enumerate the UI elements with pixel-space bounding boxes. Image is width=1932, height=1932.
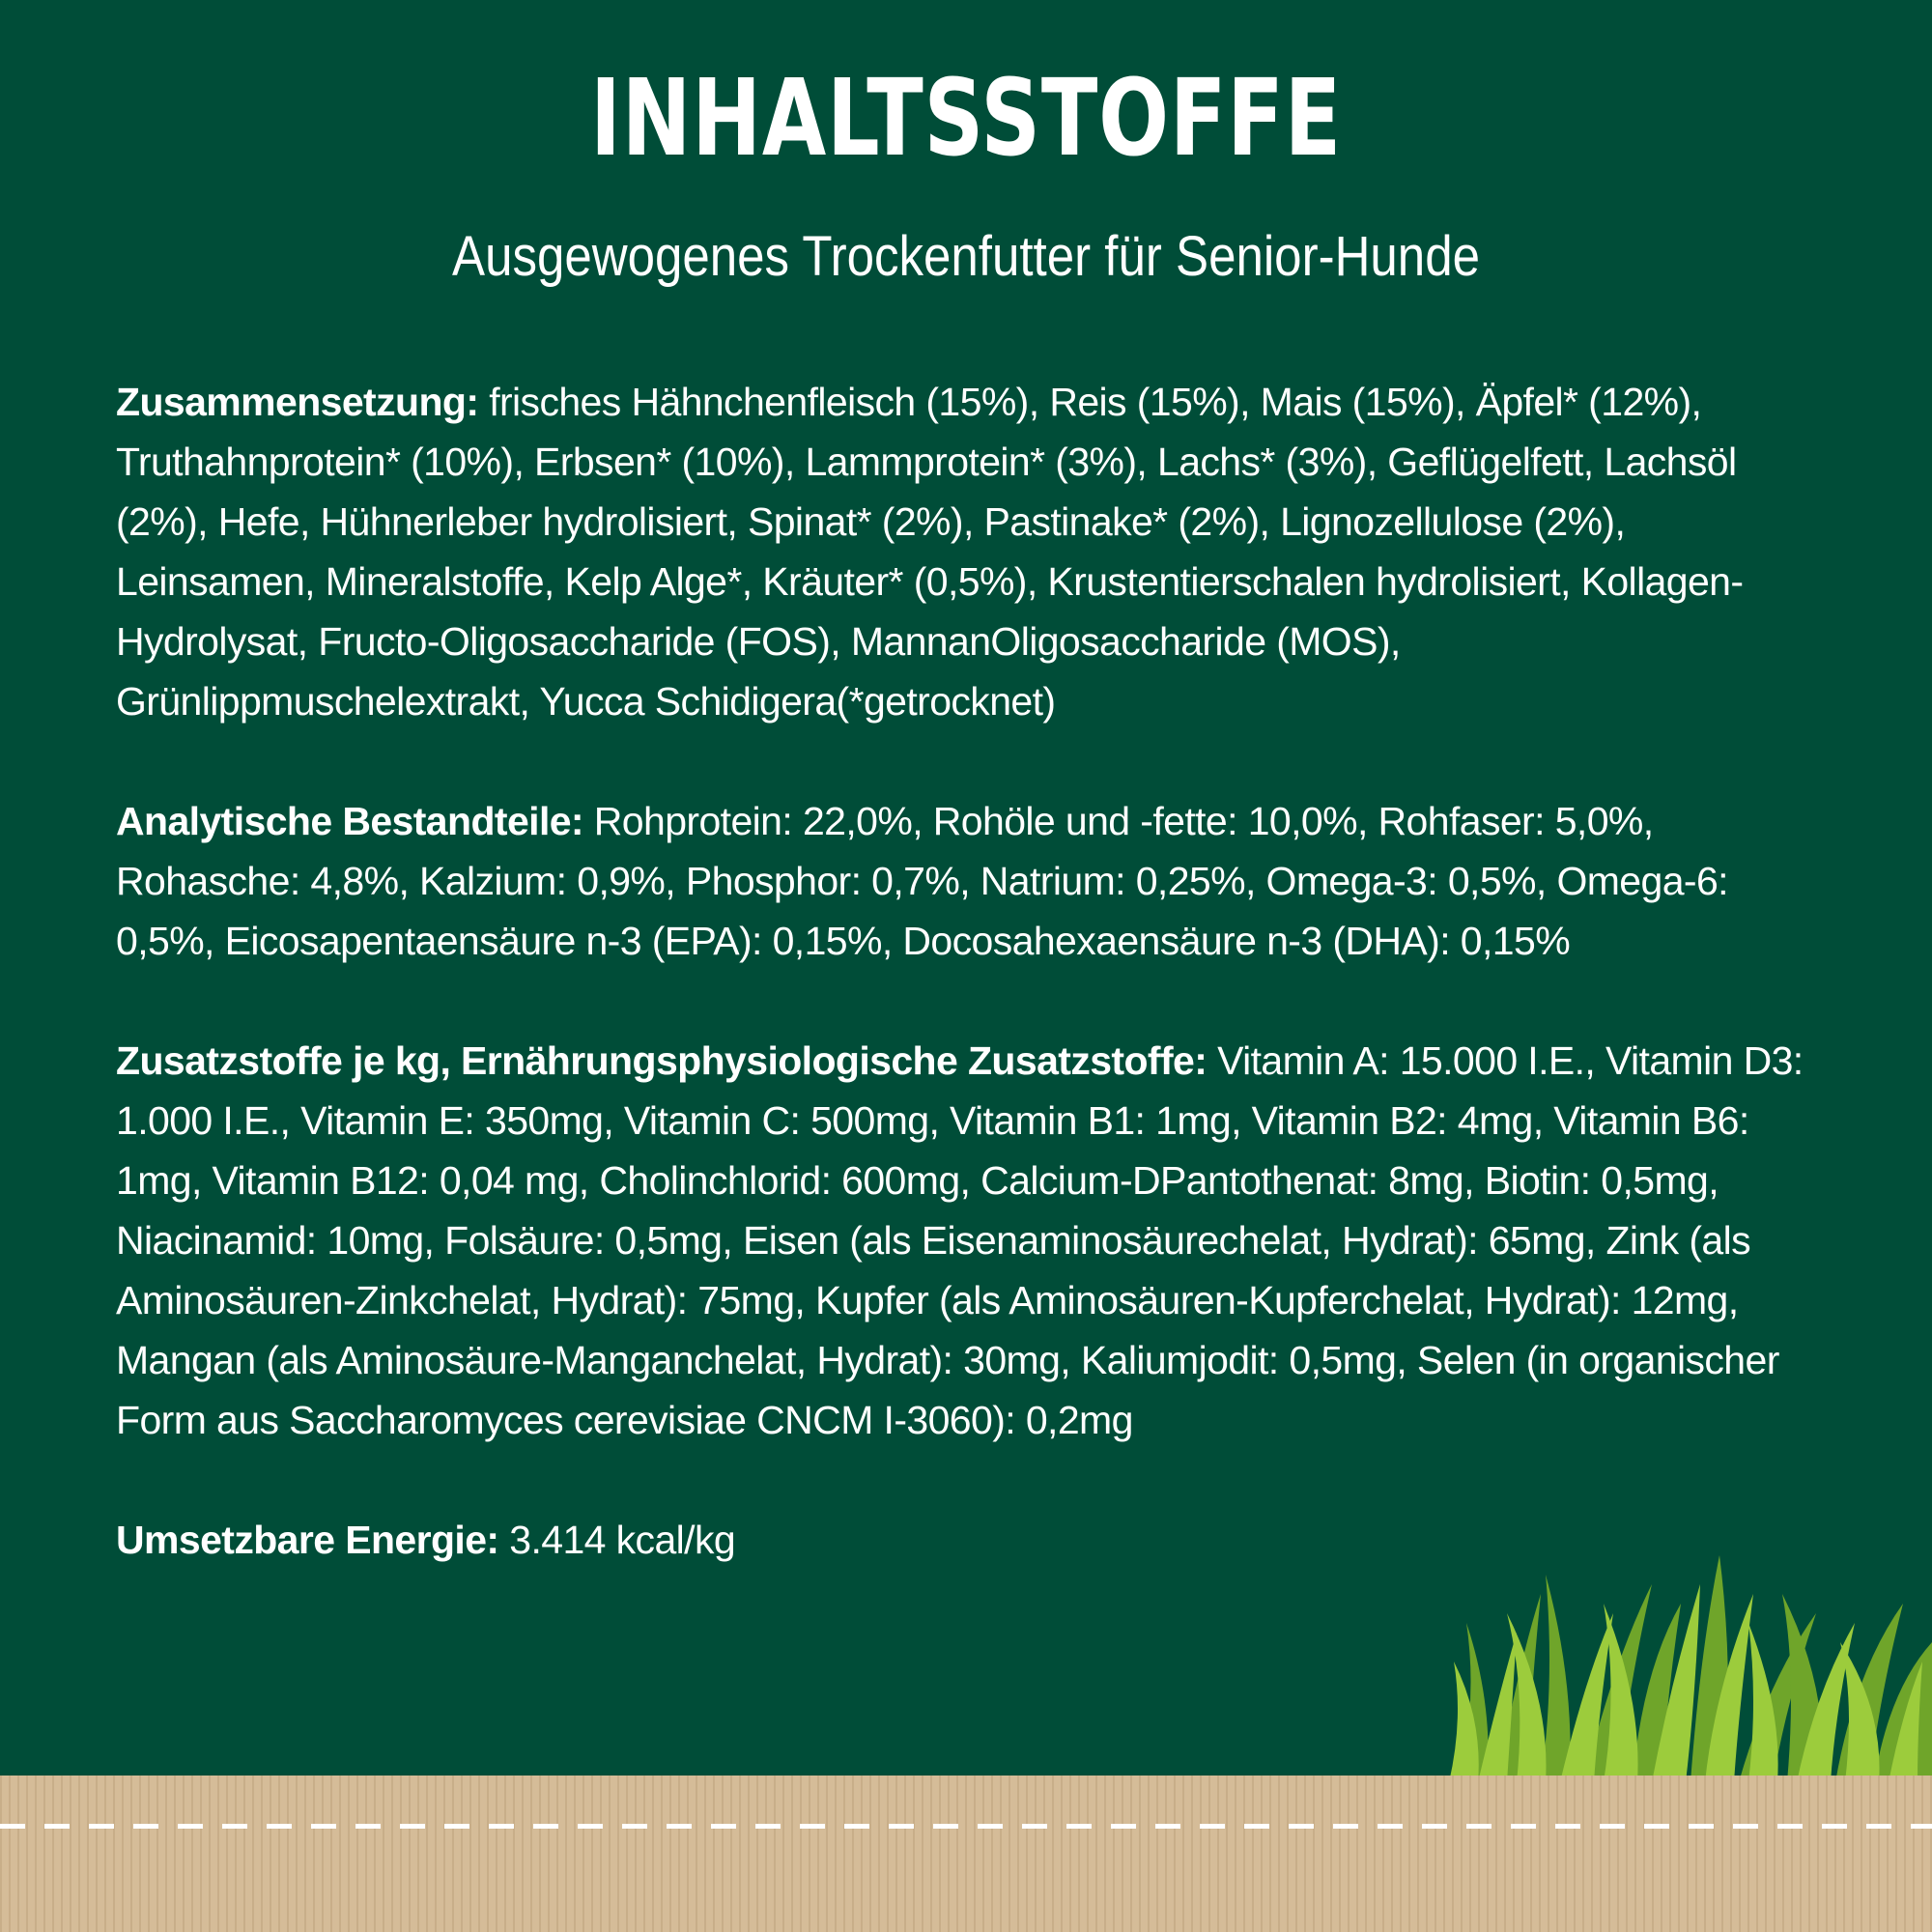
- energy-label: Umsetzbare Energie:: [116, 1518, 499, 1562]
- ingredients-content: [116, 372, 1816, 1630]
- analytical-label: Analytische Bestandteile:: [116, 799, 583, 843]
- energy-text: 3.414 kcal/kg: [498, 1518, 736, 1562]
- analytical-section: [116, 791, 1816, 971]
- grass-illustration: [1449, 1555, 1932, 1782]
- composition-label: Zusammensetzung:: [116, 380, 479, 424]
- analytical-text: Rohprotein: 22,0%, Rohöle und -fette: 10,0%, Rohfaser: 5,0%, Rohasche: 4,8%, Kalzium: 0,9%, Phosphor: 0,7%, Natrium: 0,25%, Omega-3: 0,5%, Omega-6: 0,5%, Eicosapentaensäure n-3 (EPA): 0,15%, Docosahexaensäure n-3 (DHA): 0,15%: [116, 799, 1728, 963]
- page-subtitle: Ausgewogenes Trockenfutter für Senior-Hunde: [452, 225, 1480, 288]
- dashed-line: [0, 1824, 1932, 1829]
- cardboard-strip: [0, 1776, 1932, 1932]
- page-title: INHALTSSTOFFE: [589, 56, 1343, 180]
- additives-text: Vitamin A: 15.000 I.E., Vitamin D3: 1.000 I.E., Vitamin E: 350mg, Vitamin C: 500mg, Vitamin B1: 1mg, Vitamin B2: 4mg, Vitamin B6: 1mg, Vitamin B12: 0,04 mg, Cholinchlorid: 600mg, Calcium-DPantothenat: 8mg, Biotin: 0,5mg, Niacinamid: 10mg, Folsäure: 0,5mg, Eisen (als Eisenaminosäurechelat, Hydrat): 65mg, Zink (als Aminosäuren-Zinkchelat, Hydrat): 75mg, Kupfer (als Aminosäuren-Kupferchelat, Hydrat): 12mg, Mangan (als Aminosäure-Manganchelat, Hydrat): 30mg, Kaliumjodit: 0,5mg, Selen (in organischer Form aus Saccharomyces cerevisiae CNCM I-3060): 0,2mg: [116, 1038, 1804, 1442]
- additives-label: Zusatzstoffe je kg, Ernährungsphysiologische Zusatzstoffe:: [116, 1038, 1208, 1083]
- additives-section: [116, 1031, 1816, 1450]
- composition-text: frisches Hähnchenfleisch (15%), Reis (15%), Mais (15%), Äpfel* (12%), Truthahnprotein* (10%), Erbsen* (10%), Lammprotein* (3%), Lachs* (3%), Geflügelfett, Lachsöl (2%), Hefe, Hühnerleber hydrolisiert, Spinat* (2%), Pastinake* (2%), Lignozellulose (2%), Leinsamen, Mineralstoffe, Kelp Alge*, Kräuter* (0,5%), Krustentierschalen hydrolisiert, Kollagen-Hydrolysat, Fructo-Oligosaccharide (FOS), MannanOligosaccharide (MOS), Grünlippmuschelextrakt, Yucca Schidigera(*getrocknet): [116, 380, 1744, 724]
- composition-section: [116, 372, 1816, 731]
